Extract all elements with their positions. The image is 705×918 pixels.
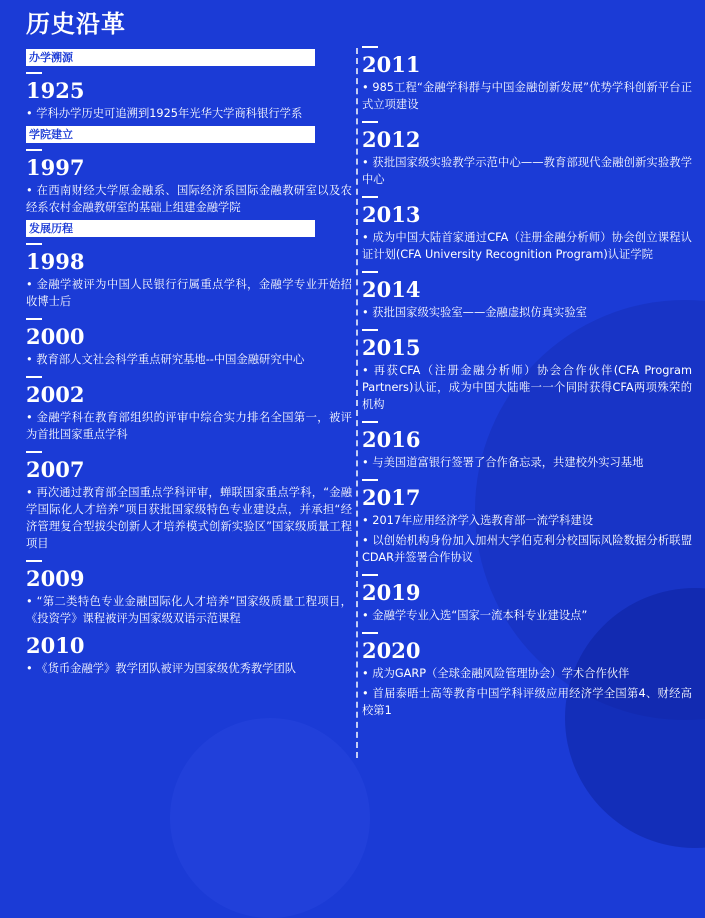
year-dash [26, 451, 42, 453]
year-label: 2017 [362, 485, 421, 510]
timeline-item: • “第二类特色专业金融国际化人才培养”国家级质量工程项目，《投资学》课程被评为国家级双语示范课程 [26, 593, 352, 627]
year-label: 1997 [26, 155, 85, 180]
year-label: 1925 [26, 78, 85, 103]
year-label: 2007 [26, 457, 85, 482]
section-header-founding: 学院建立 [26, 126, 315, 143]
timeline-item: • 与美国道富银行签署了合作备忘录，共建校外实习基地 [362, 454, 692, 471]
year-label: 2015 [362, 335, 421, 360]
timeline-item: • 985工程“金融学科群与中国金融创新发展”优势学科创新平台正式立项建设 [362, 79, 692, 113]
year-label: 2011 [362, 52, 421, 77]
year-label: 2014 [362, 277, 421, 302]
timeline-entry-2014 [362, 271, 692, 321]
year-dash [362, 196, 378, 198]
section-header-development: 发展历程 [26, 220, 315, 237]
timeline-entry-2020 [362, 632, 692, 719]
timeline-entry-2010 [26, 635, 352, 677]
timeline-item: • 成为中国大陆首家通过CFA（注册金融分析师）协会创立课程认证计划(CFA University Recognition Program)认证学院 [362, 229, 692, 263]
timeline-entry-2007 [26, 451, 352, 552]
timeline-entry-2015 [362, 329, 692, 413]
year-label: 2009 [26, 566, 85, 591]
year-dash [26, 243, 42, 245]
year-label: 1998 [26, 249, 85, 274]
timeline-item: • 成为GARP（全球金融风险管理协会）学术合作伙伴 [362, 665, 692, 682]
timeline-entry-2002 [26, 376, 352, 443]
year-dash [362, 479, 378, 481]
year-label: 2016 [362, 427, 421, 452]
year-label: 2019 [362, 580, 421, 605]
timeline-entry-2012 [362, 121, 692, 188]
timeline-item: • 金融学科在教育部组织的评审中综合实力排名全国第一，被评为首批国家重点学科 [26, 409, 352, 443]
year-dash [362, 421, 378, 423]
timeline-entry-1925 [26, 72, 352, 122]
timeline-entry-2013 [362, 196, 692, 263]
timeline-entry-2017 [362, 479, 692, 566]
timeline-item: • 学科办学历史可追溯到1925年光华大学商科银行学系 [26, 105, 352, 122]
column-divider [356, 48, 358, 758]
timeline-item: • 再获CFA（注册金融分析师）协会合作伙伴(CFA Program Partners)认证，成为中国大陆唯一一个同时获得CFA两项殊荣的机构 [362, 362, 692, 413]
timeline-item: • 获批国家级实验教学示范中心——教育部现代金融创新实验教学中心 [362, 154, 692, 188]
year-label: 2010 [26, 633, 85, 658]
year-dash [26, 149, 42, 151]
year-dash [362, 271, 378, 273]
year-label: 2020 [362, 638, 421, 663]
section-header-origin: 办学溯源 [26, 49, 315, 66]
year-dash [26, 318, 42, 320]
timeline-entry-2019 [362, 574, 692, 624]
timeline-item: • 再次通过教育部全国重点学科评审，蝉联国家重点学科，“金融学国际化人才培养”项目获批国家级特色专业建设点，并承担“经济管理复合型拔尖创新人才培养模式创新实验区”国家级质量工程项目 [26, 484, 352, 552]
timeline-right-column [362, 46, 692, 719]
timeline-item: • 获批国家级实验室——金融虚拟仿真实验室 [362, 304, 692, 321]
year-dash [362, 46, 378, 48]
year-dash [26, 72, 42, 74]
timeline-item: • 金融学专业入选“国家一流本科专业建设点” [362, 607, 692, 624]
year-dash [26, 560, 42, 562]
year-label: 2012 [362, 127, 421, 152]
year-dash [362, 632, 378, 634]
year-dash [362, 121, 378, 123]
timeline-entry-2011 [362, 46, 692, 113]
year-label: 2013 [362, 202, 421, 227]
timeline-item: • 金融学被评为中国人民银行行属重点学科，金融学专业开始招收博士后 [26, 276, 352, 310]
timeline-item: • 教育部人文社会科学重点研究基地--中国金融研究中心 [26, 351, 352, 368]
timeline-entry-1998 [26, 243, 352, 310]
year-dash [362, 574, 378, 576]
year-dash [362, 329, 378, 331]
background-circle [170, 718, 370, 918]
timeline-item: • 在西南财经大学原金融系、国际经济系国际金融教研室以及农经系农村金融教研室的基础上组建金融学院 [26, 182, 352, 216]
timeline-entry-2016 [362, 421, 692, 471]
timeline-item: • 以创始机构身份加入加州大学伯克利分校国际风险数据分析联盟CDAR并签署合作协议 [362, 532, 692, 566]
timeline-item: • 《货币金融学》教学团队被评为国家级优秀教学团队 [26, 660, 352, 677]
timeline-left-column [26, 46, 352, 677]
timeline-item: • 2017年应用经济学入选教育部一流学科建设 [362, 512, 692, 529]
page-title: 历史沿革 [26, 9, 126, 38]
year-label: 2002 [26, 382, 85, 407]
timeline-entry-2000 [26, 318, 352, 368]
timeline-entry-1997 [26, 149, 352, 216]
timeline-entry-2009 [26, 560, 352, 627]
timeline-item: • 首届泰晤士高等教育中国学科评级应用经济学全国第4、财经高校第1 [362, 685, 692, 719]
year-label: 2000 [26, 324, 85, 349]
year-dash [26, 376, 42, 378]
